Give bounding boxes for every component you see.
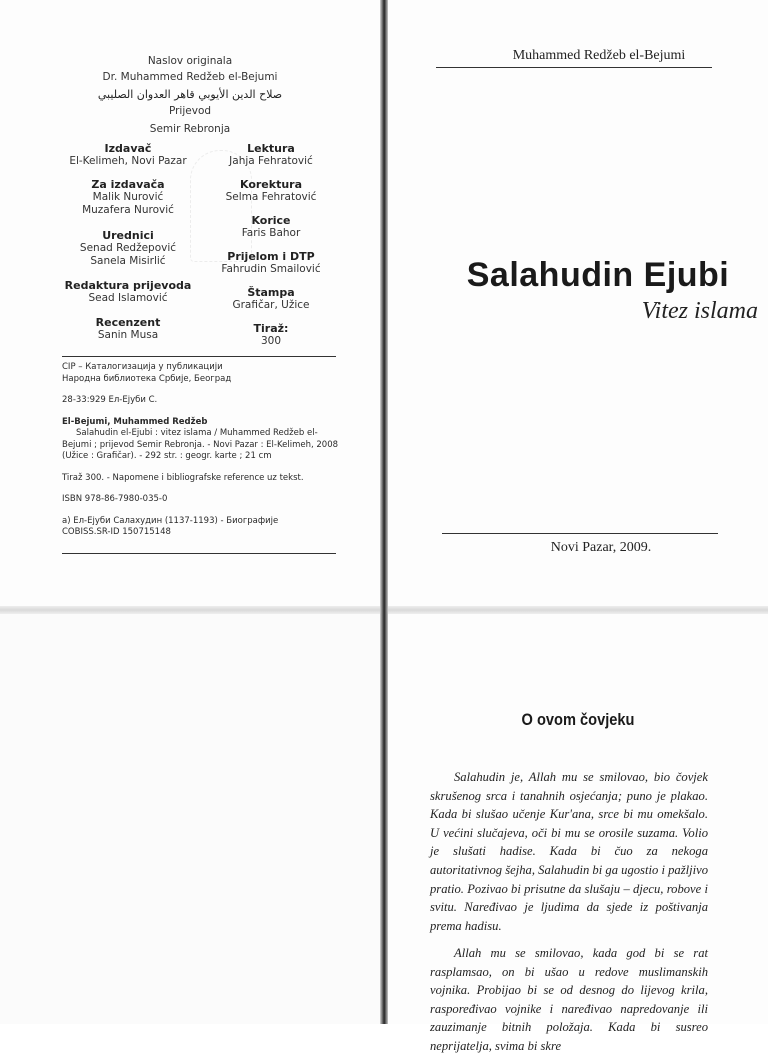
cip-line-2: Народна библиотека Србије, Београд [62,373,232,384]
book-spine [380,0,388,1024]
cip-entry-author: El-Bejumi, Muhammed Redžeb [62,416,208,427]
original-author: Dr. Muhammed Redžeb el-Bejumi [102,71,278,83]
credit-editors: Urednici Senad Redžepović Sanela Misirlić [79,229,177,267]
place-and-year: Novi Pazar, 2009. [550,540,652,555]
cip-cobiss: COBISS.SR-ID 150715148 [62,527,171,537]
title-page [388,0,768,606]
cip-udc: 28-33:929 Ел-Ејуби С. [62,395,158,405]
cip-isbn: ISBN 978-86-7980-035-0 [62,494,168,504]
credit-translation-editor: Redaktura prijevoda Sead Islamović [64,279,192,304]
blank-page [0,614,380,1024]
credit-publisher: Izdavač El-Kelimeh, Novi Pazar [69,142,187,167]
credit-proofreading: Lektura Jahja Fehratović [229,142,313,167]
book-author: Muhammed Redžeb el-Bejumi [512,48,686,63]
translator-name: Semir Rebronja [149,123,231,135]
imprint-page [0,0,380,606]
cip-entry-body-2: Bejumi ; prijevod Semir Rebronja. - Novi Pazar : El-Kelimeh, 2008 [62,439,339,450]
cip-subject: a) Ел-Ејуби Салахудин (1137-1193) - Биографије [62,515,279,526]
cip-top-rule [62,356,336,357]
book-title: Salahudin Ejubi [466,256,730,294]
cip-entry-body-3: (Užice : Grafičar). - 292 str. : geogr. karte ; 21 cm [62,451,272,461]
cip-bottom-rule [62,553,336,554]
cip-notes: Tiraž 300. - Napomene i bibliografske reference uz tekst. [62,472,304,483]
credit-print-run: Tiraž: 300 [253,322,289,347]
chapter-page [388,614,768,1053]
chapter-heading: O ovom čovjeku [521,710,635,729]
cip-entry-body-1: Salahudin el-Ejubi : vitez islama / Muhammed Redžeb el- [76,428,318,438]
credit-cover: Korice Faris Bahor [241,214,301,239]
chapter-paragraph-1: Salahudin je, Allah mu se smilovao, bio čovjek skrušenog srca i tanahnih osjećanja; puno je plakao. Kada bi slušao učenje Kur'ana, srce bi mu omekšalo. U većini slučajeva, oči bi mu se orosile suzama. Volio je slušati hadise. Kada bi čuo za nekoga autoritativnog šejha, Salahudin bi ga ugostio i pažljivo pratio. Pozivao bi prisutne da slušaju – djecu, robove i svitu. Naređivao je ljudima da sjede iz poštivanja prema hadisu. [430,770,708,933]
credit-for-publisher: Za izdavača Malik Nurović Muzafera Nurović [82,178,174,216]
author-rule [436,67,712,68]
credit-layout-dtp: Prijelom i DTP Fahrudin Smailović [221,250,321,275]
original-title-label: Naslov originala [147,55,233,67]
chapter-paragraph-2: Allah mu se smilovao, kada god bi se rat rasplamsao, on bi ušao u redove muslimanskih vojnika. Probijao bi se od desnog do lijevog krila, raspoređivao vojnike i naređivao napredovanje ili zauzimanje bitnih položaja. Kada bi susreo neprijatelja, svima bi skre [430,946,708,1053]
cip-record [62,362,342,539]
credit-correction: Korektura Selma Fehratović [225,178,317,203]
cip-line-1: CIP – Каталогизација у публикацији [62,362,223,372]
imprint-rule [442,533,718,534]
credit-reviewer: Recenzent Sanin Musa [95,316,161,341]
book-subtitle: Vitez islama [641,298,758,324]
arabic-original-title: صلاح الدين الأيوبي قاهر العدوان الصليبي [97,88,283,101]
translation-label: Prijevod [168,105,212,117]
credit-printing: Štampa Grafičar, Užice [232,286,310,311]
